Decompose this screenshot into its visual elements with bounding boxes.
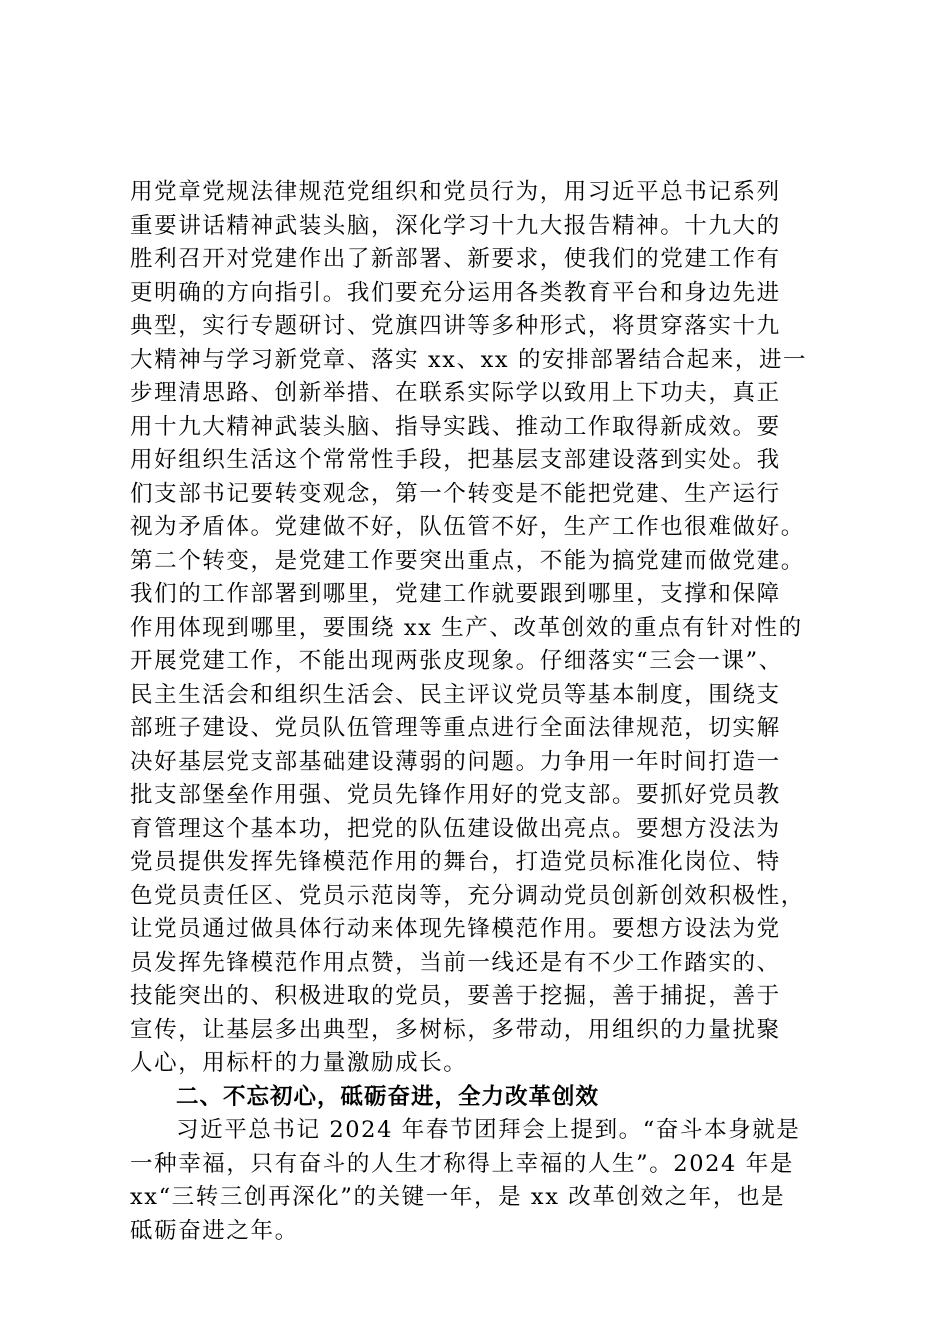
text-line: 党员提供发挥先锋模范作用的舞台，打造党员标准化岗位、特 bbox=[130, 849, 781, 875]
text-line: 习近平总书记 2024 年春节团拜会上提到。“奋斗本身就是 bbox=[176, 1117, 801, 1143]
text-line: 第二个转变，是党建工作要突出重点，不能为搞党建而做党建。 bbox=[130, 547, 805, 574]
section-heading: 二、不忘初心，砥砺奋进，全力改革创效 bbox=[176, 1083, 600, 1110]
text-line: xx“三转三创再深化”的关键一年，是 xx 改革创效之年，也是 bbox=[130, 1184, 786, 1210]
text-line: 一种幸福，只有奋斗的人生才称得上幸福的人生”。2024 年是 bbox=[130, 1150, 794, 1177]
text-line: 员发挥先锋模范作用点赞，当前一线还是有不少工作踏实的、 bbox=[130, 949, 781, 976]
text-line: 们支部书记要转变观念，第一个转变是不能把党建、生产运行 bbox=[130, 480, 781, 507]
text-line: 人心，用标杆的力量激励成长。 bbox=[130, 1050, 468, 1076]
text-line: 批支部堡垒作用强、党员先锋作用好的党支部。要抓好党员教 bbox=[130, 782, 781, 808]
text-line: 让党员通过做具体行动来体现先锋模范作用。要想方设法为党 bbox=[130, 916, 781, 942]
paragraph-reform bbox=[130, 1114, 830, 1248]
text-line: 砥砺奋进之年。 bbox=[130, 1217, 299, 1244]
text-line: 用好组织生活这个常常性手段，把基层支部建设落到实处。我 bbox=[130, 447, 781, 473]
paragraph-party-building bbox=[130, 176, 830, 1081]
text-line: 用党章党规法律规范党组织和党员行为，用习近平总书记系列 bbox=[130, 179, 781, 205]
text-line: 育管理这个基本功，把党的队伍建设做出亮点。要想方没法为 bbox=[130, 815, 781, 842]
text-line: 用十九大精神武装头脑、指导实践、推动工作取得新成效。要 bbox=[130, 413, 781, 440]
text-line: 重要讲话精神武装头脑，深化学习十九大报告精神。十九大的 bbox=[130, 212, 781, 239]
text-line: 宣传，让基层多出典型，多树标，多带动，用组织的力量扰聚 bbox=[130, 1016, 781, 1043]
text-line: 我们的工作部署到哪里，党建工作就要跟到哪里，支撑和保障 bbox=[130, 581, 781, 607]
text-line: 典型，实行专题研讨、党旗四讲等多种形式，将贯穿落实十九 bbox=[130, 313, 781, 339]
text-line: 步理清思路、创新举措、在联系实际学以致用上下功夫，真正 bbox=[130, 380, 781, 406]
text-line: 作用体现到哪里，要围绕 xx 生产、改革创效的重点有针对性的 bbox=[130, 614, 803, 641]
text-line: 更明确的方向指引。我们要充分运用各类教育平台和身边先进 bbox=[130, 279, 781, 306]
text-line: 部班子建设、党员队伍管理等重点进行全面法律规范，切实解 bbox=[130, 715, 781, 741]
text-line: 民主生活会和组织生活会、民主评议党员等基本制度，围绕支 bbox=[130, 681, 781, 708]
text-line: 视为矛盾体。党建做不好，队伍管不好，生产工作也很难做好。 bbox=[130, 514, 805, 540]
text-line: 技能突出的、积极进取的党员，要善于挖掘，善于捕捉，善于 bbox=[130, 983, 781, 1009]
text-line: 开展党建工作，不能出现两张皮现象。仔细落实“三会一课”、 bbox=[130, 648, 783, 674]
document-body bbox=[130, 176, 830, 1248]
text-line: 决好基层党支部基础建设薄弱的问题。力争用一年时间打造一 bbox=[130, 748, 781, 775]
text-line: 色党员责任区、党员示范岗等，充分调动党员创新创效积极性， bbox=[130, 882, 805, 909]
text-line: 大精神与学习新党章、落实 xx、xx 的安排部署结合起来，进一 bbox=[130, 346, 808, 373]
text-line: 胜利召开对党建作出了新部署、新要求，使我们的党建工作有 bbox=[130, 246, 781, 272]
